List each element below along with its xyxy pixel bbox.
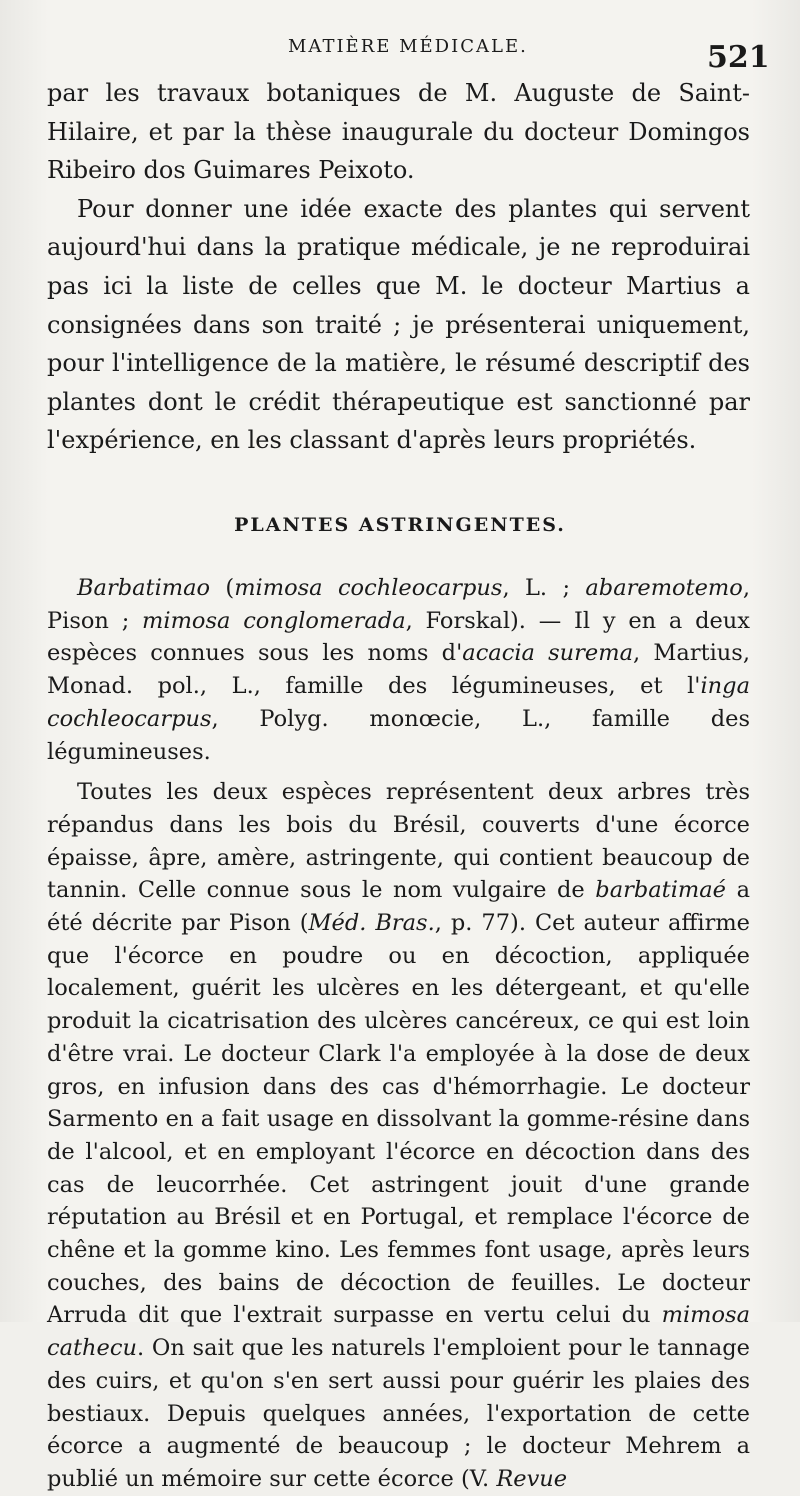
species-2-info: , Polyg. monœcie, L., famille des légumineuses. (47, 705, 750, 765)
vulgar-name: barbatimaé (595, 877, 726, 904)
synonym-2: abaremotemo (585, 575, 743, 601)
section-heading: PLANTES ASTRINGENTES. (234, 514, 566, 536)
description-part-c: , p. 77). Cet auteur affirme que l'écorce en poudre ou en décoction, appliquée localement, guérit les ulcères en les détergeant, et qu'elle produit la cicatrisation des ulcères cancéreux, ce qui est loin d'être vrai. Le docteur Clark l'a employée à la dose de deux gros, en infusion dans des cas d'hémorrhagie. Le docteur Sarmento en a fait usage en dissolvant la gomme-résine dans de l'alcool, et en employant l'écorce en décoction dans des cas de leucorrhée. Cet astringent jouit d'une grande réputation au Brésil et en Portugal, et remplace l'écorce de chêne et la gomme kino. Les femmes font usage, après leurs couches, des bains de décoction de feuilles. Le docteur Arruda dit que l'extrait surpasse en vertu celui du (47, 910, 750, 1329)
synonym-2-authority: , Pison ; (47, 575, 750, 634)
intro-text (47, 74, 750, 460)
description-part-a: Toutes les deux espèces représentent deux arbres très répandus dans les bois du Brésil, couverts d'une écorce épaisse, âpre, amère, astringente, qui contient beaucoup de tannin. Celle connue sous le nom vulgaire de (47, 779, 750, 904)
revue-reference: Revue (496, 1465, 568, 1492)
species-1: acacia surema (462, 640, 633, 667)
synonym-1: mimosa cochleocarpus (234, 575, 503, 601)
description-part-d: . On sait que les naturels l'emploient pour le tannage des cuirs, et qu'on s'en sert aussi pour guérir les plaies des bestiaux. Depuis quelques années, l'exportation de cette écorce a augmenté de beaucoup ; le docteur Mehrem a publié un mémoire sur cette écorce (V. (47, 1335, 750, 1492)
reference-title: Méd. Bras. (308, 910, 435, 937)
paragraph-continuation: par les travaux botaniques de M. Auguste de Saint-Hilaire, et par la thèse inaugurale du docteur Domingos Ribeiro dos Guimares Peixoto. (47, 79, 750, 185)
running-title: MATIÈRE MÉDICALE. (288, 36, 528, 57)
synonym-1-authority: , L. ; (502, 575, 586, 601)
synonym-3-authority: , Forskal). — Il y en a deux espèces connues sous les noms d' (47, 607, 750, 667)
species-2: inga cochleocarpus (47, 673, 750, 732)
page-number: 521 (707, 40, 770, 75)
species-1-info: , Martius, Monad. pol., L., famille des légumineuses, et l' (47, 640, 750, 700)
entry-paragraph: Barbatimao (mimosa cochleocarpus, L. ; abaremotemo, Pison ; mimosa conglomerada, Forskal). — Il y en a deux espèces connues sous les noms d'acacia surema, Martius, Monad. pol., L., famille des légumineuses, et l'inga cochleocarpus, Polyg. monœcie, L., famille des légumineuses. (47, 575, 750, 765)
synonym-3: mimosa conglomerada (142, 607, 406, 634)
description-part-b: a été décrite par Pison ( (47, 877, 750, 937)
section-body (47, 572, 750, 1496)
description-paragraph (47, 776, 750, 1495)
running-header (0, 30, 800, 75)
catechu-name: mimosa cathecu (47, 1302, 750, 1362)
paragraph-intro: Pour donner une idée exacte des plantes qui servent aujourd'hui dans la pratique médicale, je ne reproduirai pas ici la liste de celles que M. le docteur Martius a consignées dans son traité ; je présenterai uniquement, pour l'intelligence de la matière, le résumé descriptif des plantes dont le crédit thérapeutique est sanctionné par l'expérience, en les classant d'après leurs propriétés. (47, 194, 750, 455)
plant-name: Barbatimao (77, 575, 211, 601)
